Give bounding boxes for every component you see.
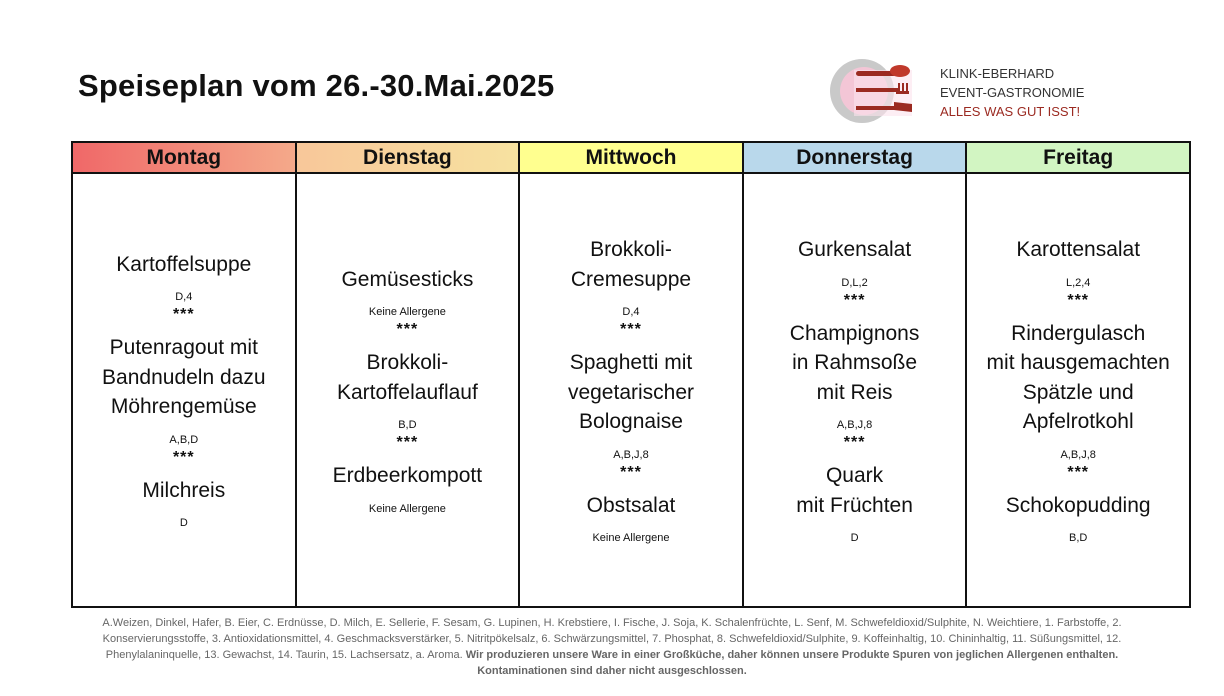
separator: *** <box>172 448 195 466</box>
day-cell-mittwoch <box>519 173 743 607</box>
dish: Spaghetti mit vegetarischer Bolognaise <box>567 351 695 433</box>
dish: Karottensalat <box>1016 238 1141 261</box>
day-cell-donnerstag <box>743 173 967 607</box>
allergen-codes: D,4 <box>622 306 640 318</box>
day-cell-dienstag <box>296 173 520 607</box>
dish: Quark mit Früchten <box>796 464 913 517</box>
allergen-codes: A,B,J,8 <box>836 419 873 431</box>
separator: *** <box>1067 291 1090 309</box>
allergen-codes: A,B,J,8 <box>1060 448 1096 461</box>
dish: Gurkensalat <box>797 238 912 261</box>
separator: *** <box>396 321 419 338</box>
separator: *** <box>1067 463 1090 481</box>
allergen-codes: A,B,D <box>169 433 199 446</box>
allergen-codes: Keine Allergene <box>592 532 670 544</box>
dish: Putenragout mit Bandnudeln dazu Möhrengemüse <box>102 336 266 419</box>
separator: *** <box>396 434 419 451</box>
separator: *** <box>843 291 866 309</box>
legend-line-3: Chininhaltig, 11. Süßungsmittel, 12. Phenylalaninquelle, 13. Gewachst, 14. Taurin, 15. Lachsersatz, a. Aroma. <box>105 633 1122 661</box>
dish: Brokkoli- Kartoffelauflauf <box>336 351 478 404</box>
logo-line-2: EVENT-GASTRONOMIE <box>940 85 1085 100</box>
allergen-codes: D <box>179 517 188 530</box>
legend-line-1: A.Weizen, Dinkel, Hafer, B. Eier, C. Erdnüsse, D. Milch, E. Sellerie, F. Sesam, G. Lupinen, H. Krebstiere, I. Fische, J. Soja, K. Schalenfrüchte, L. Senf, M. Schwefeldioxid/Sulphite, <box>102 617 970 629</box>
separator: *** <box>843 434 866 451</box>
dish: Champignons in Rahmsoße mit Reis <box>789 321 920 404</box>
allergen-codes: D,L,2 <box>841 276 868 289</box>
dish: Kartoffelsuppe <box>116 252 252 276</box>
cutlery-logo-icon <box>830 56 912 126</box>
dish: Milchreis <box>142 478 226 502</box>
allergen-codes: D <box>850 532 859 544</box>
dish: Schokopudding <box>1005 493 1151 517</box>
allergen-codes: A,B,J,8 <box>613 448 649 461</box>
allergen-legend <box>64 615 1160 679</box>
day-cell-freitag <box>966 173 1190 607</box>
separator: *** <box>620 321 642 338</box>
dish: Rindergulasch mit hausgemachten Spätzle und Apfelrotkohl <box>986 321 1170 433</box>
day-header-dienstag: Dienstag <box>296 142 520 173</box>
page-title: Speiseplan vom 26.-30.Mai.2025 <box>78 68 555 103</box>
separator: *** <box>620 463 642 481</box>
day-header-mittwoch: Mittwoch <box>519 142 743 173</box>
separator: *** <box>172 306 195 324</box>
logo-line-1: KLINK-EBERHARD <box>940 66 1055 81</box>
legend-line-2: N. Weichtiere, 1. Farbstoffe, 2. Konservierungsstoffe, 3. Antioxidationsmittel, 4. Geschmacksverstärker, 5. Nitritpökelsalz, 6. Schwärzungsmittel, 7. Phosphat, 8. Schwefeldioxid/Sulphite, 9. Koffeinhaltig, 10. <box>102 617 1122 645</box>
dish: Erdbeerkompott <box>332 464 483 487</box>
menu-row <box>72 173 1190 607</box>
dish: Obstsalat <box>586 493 676 517</box>
dish: Gemüsesticks <box>341 267 474 291</box>
allergen-codes: B,D <box>1069 532 1088 544</box>
allergen-codes: B,D <box>398 419 417 431</box>
company-logo <box>830 56 1130 130</box>
day-header-montag: Montag <box>72 142 296 173</box>
allergen-codes: Keine Allergene <box>368 306 446 318</box>
day-header-donnerstag: Donnerstag <box>743 142 967 173</box>
day-header-freitag: Freitag <box>966 142 1190 173</box>
day-header-row <box>72 142 1190 173</box>
day-cell-montag <box>72 173 296 607</box>
dish: Brokkoli- Cremesuppe <box>570 238 692 291</box>
allergen-codes: L,2,4 <box>1065 276 1091 289</box>
contamination-notice: Wir produzieren unsere Ware in einer Großküche, daher können unsere Produkte Spuren von jeglichen Allergenen enthalten. Kontaminationen sind daher nicht ausgeschlossen. <box>465 649 1119 677</box>
menu-table <box>71 141 1191 608</box>
allergen-codes: D,4 <box>175 291 193 304</box>
logo-slogan: ALLES WAS GUT ISST! <box>940 104 1081 119</box>
allergen-codes: Keine Allergene <box>368 502 446 515</box>
